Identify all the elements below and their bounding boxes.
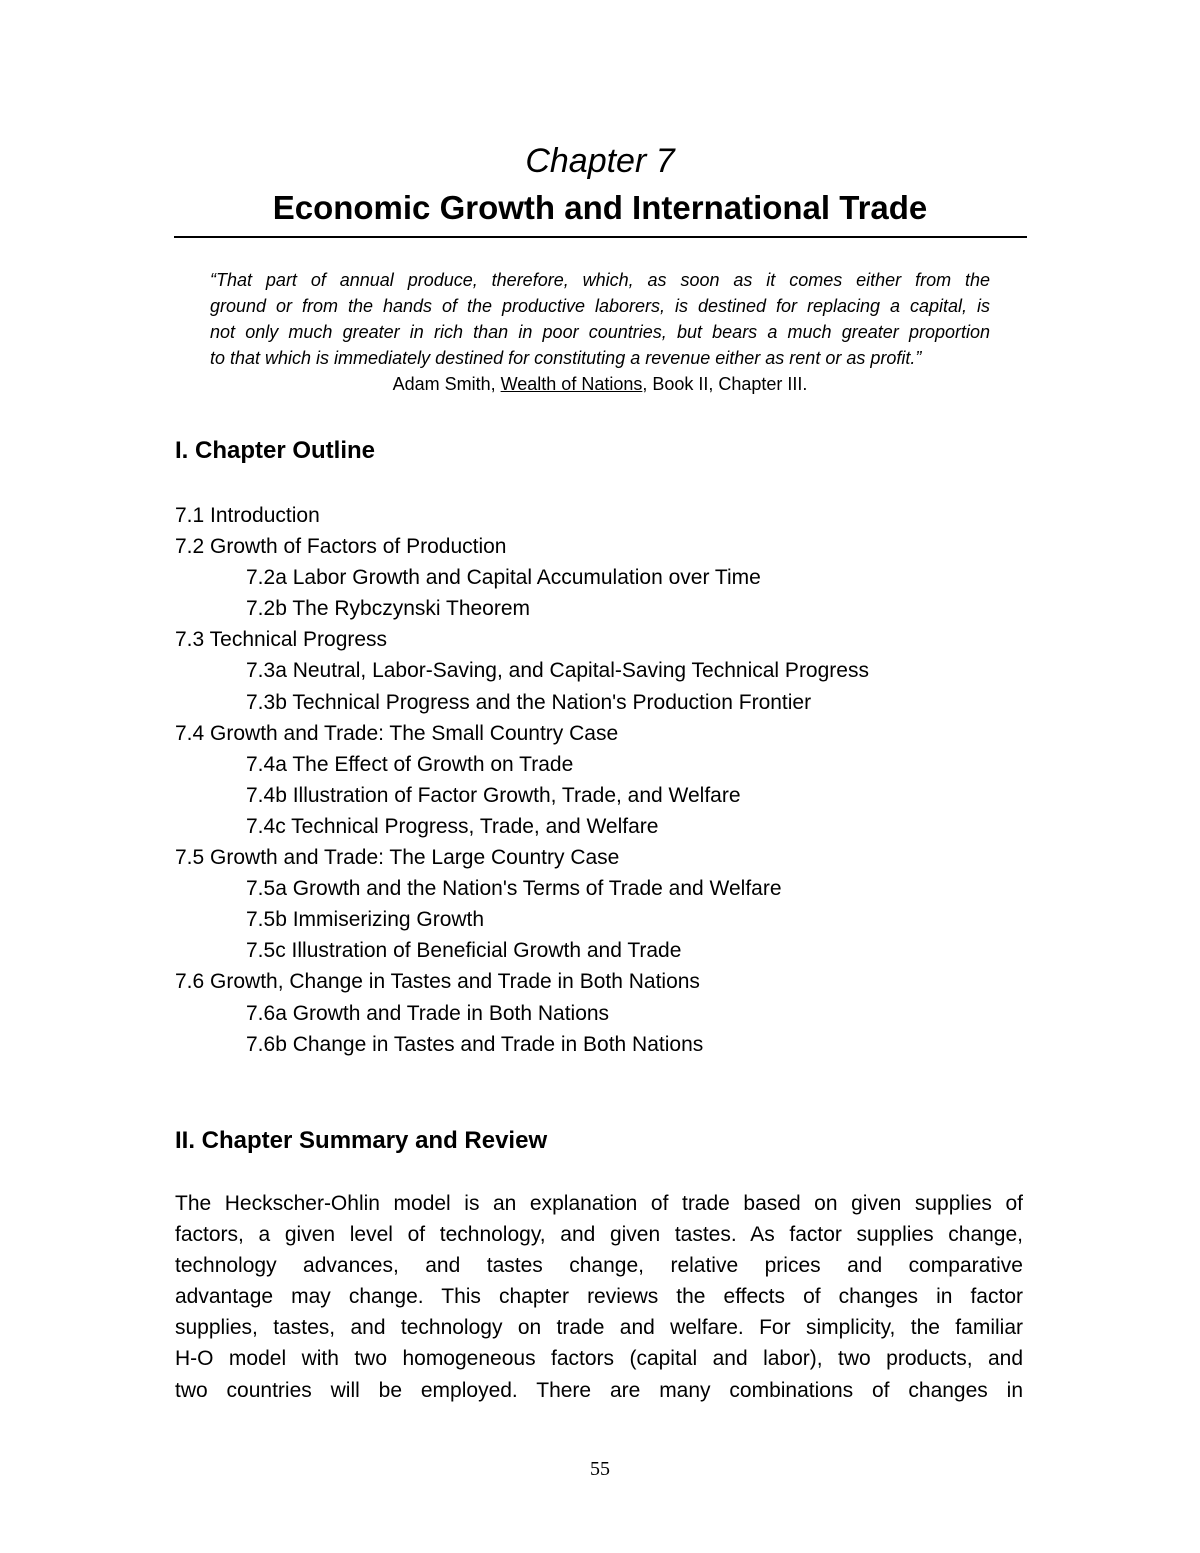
- outline-section-item: 7.2 Growth of Factors of Production: [175, 535, 507, 559]
- chapter-label: Chapter 7: [525, 142, 675, 180]
- page-number: 55: [590, 1458, 610, 1480]
- summary-line: H-O model with two homogeneous factors (capital and labor), two products, and: [175, 1347, 1023, 1371]
- outline-subsection-item: 7.5a Growth and the Nation's Terms of Trade and Welfare: [246, 877, 782, 901]
- summary-line: factors, a given level of technology, and given tastes. As factor supplies change,: [175, 1223, 1023, 1247]
- chapter-outline-list: [175, 500, 1075, 1060]
- summary-line: The Heckscher-Ohlin model is an explanation of trade based on given supplies of: [175, 1192, 1023, 1215]
- summary-heading: II. Chapter Summary and Review: [175, 1127, 548, 1154]
- outline-subsection-item: 7.6a Growth and Trade in Both Nations: [246, 1001, 610, 1025]
- attribution-book-title: Wealth of Nations: [500, 374, 643, 394]
- epigraph-line: ground or from the hands of the productive laborers, is destined for replacing a capital, is: [210, 296, 990, 316]
- outline-subsection-item: 7.2b The Rybczynski Theorem: [246, 597, 531, 621]
- epigraph-line: not only much greater in rich than in poor countries, but bears a much greater proportion: [210, 322, 990, 342]
- outline-subsection-item: 7.4b Illustration of Factor Growth, Trade, and Welfare: [246, 783, 741, 807]
- epigraph-attribution: [0, 371, 1200, 397]
- summary-line: two countries will be employed. There are many combinations of changes in: [175, 1378, 1023, 1402]
- title-divider: [174, 236, 1027, 238]
- epigraph-line: “That part of annual produce, therefore, which, as soon as it comes either from the: [210, 270, 990, 290]
- outline-subsection-item: 7.4c Technical Progress, Trade, and Welfare: [246, 814, 659, 838]
- outline-subsection-item: 7.6b Change in Tastes and Trade in Both Nations: [246, 1032, 704, 1056]
- attribution-rest: , Book II, Chapter III.: [642, 374, 808, 394]
- outline-heading: I. Chapter Outline: [175, 437, 376, 464]
- outline-subsection-item: 7.3b Technical Progress and the Nation's Production Frontier: [246, 690, 812, 714]
- chapter-title: Economic Growth and International Trade: [272, 189, 928, 226]
- outline-section-item: 7.1 Introduction: [175, 504, 320, 527]
- summary-paragraph: [175, 1188, 1023, 1406]
- outline-section-item: 7.6 Growth, Change in Tastes and Trade in Both Nations: [175, 970, 700, 994]
- attribution-author: Adam Smith,: [392, 374, 501, 394]
- outline-subsection-item: 7.4a The Effect of Growth on Trade: [246, 752, 574, 776]
- outline-subsection-item: 7.5c Illustration of Beneficial Growth and Trade: [246, 939, 682, 963]
- outline-section-item: 7.3 Technical Progress: [175, 628, 388, 652]
- outline-section-item: 7.4 Growth and Trade: The Small Country Case: [175, 721, 619, 745]
- epigraph-line: to that which is immediately destined for constituting a revenue either as rent or as profit.”: [210, 348, 922, 368]
- summary-line: technology advances, and tastes change, relative prices and comparative: [175, 1254, 1023, 1278]
- summary-line: advantage may change. This chapter reviews the effects of changes in factor: [175, 1285, 1023, 1309]
- epigraph-quote: [210, 267, 990, 371]
- outline-subsection-item: 7.3a Neutral, Labor-Saving, and Capital-Saving Technical Progress: [246, 659, 869, 683]
- summary-line: supplies, tastes, and technology on trade and welfare. For simplicity, the familiar: [175, 1316, 1023, 1340]
- outline-subsection-item: 7.2a Labor Growth and Capital Accumulation over Time: [246, 566, 761, 590]
- outline-subsection-item: 7.5b Immiserizing Growth: [246, 908, 485, 932]
- outline-section-item: 7.5 Growth and Trade: The Large Country Case: [175, 846, 620, 870]
